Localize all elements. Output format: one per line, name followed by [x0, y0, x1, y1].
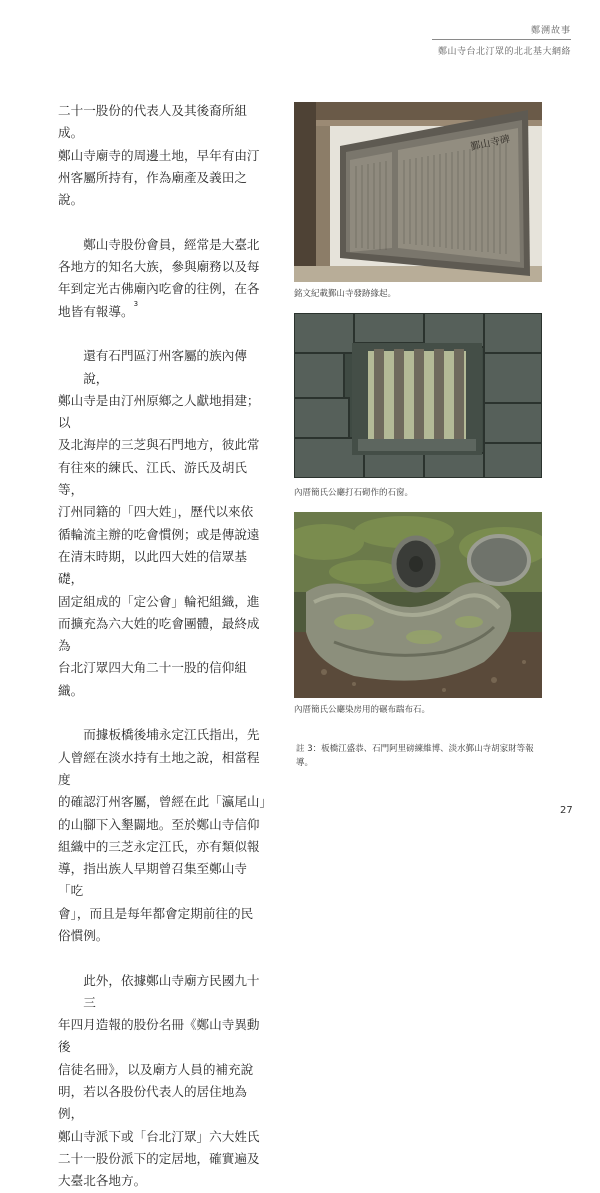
- body-line: 人曾經在淡水持有土地之說，相當程度: [58, 749, 260, 787]
- body-line: 及北海岸的三芝與石門地方，彼此常: [58, 437, 260, 453]
- body-line: 大臺北各地方。: [58, 1173, 147, 1189]
- running-header-subtitle: 鄭山寺台北汀眾的北北基大網絡: [437, 47, 571, 57]
- body-line: 鄭山寺是由汀州原鄉之人獻地捐建；以: [58, 392, 260, 431]
- body-line: 信徒名冊》，以及廟方人員的補充說: [58, 1061, 254, 1077]
- body-text-column: [58, 100, 272, 1193]
- body-line-with-footnote: [58, 301, 272, 323]
- body-line: 有往來的練氏、江氏、游氏及胡氏等，: [58, 459, 247, 498]
- body-line: 年四月造報的股份名冊《鄭山寺異動後: [58, 1017, 260, 1055]
- footnote-label: 註 3：: [296, 744, 322, 754]
- paragraph-gap: [58, 323, 272, 345]
- photo-caption: 銘文紀載鄞山寺發跡緣起。: [294, 289, 397, 299]
- body-line: 州客屬所持有，作為廟產及義田之說。: [58, 169, 247, 208]
- photo-caption: 內厝簡氏公廳打石砌作的石窗。: [294, 488, 414, 498]
- body-line: 各地方的知名大族，參與廟務以及每: [58, 259, 260, 275]
- body-line: 年到定光古佛廟內吃會的往例，在各: [58, 281, 260, 297]
- body-line: 導，指出族人早期曾召集至鄭山寺「吃: [58, 861, 247, 899]
- body-line: 而據板橋後埔永定江氏指出，先: [83, 727, 260, 743]
- body-line: 會」，而且是每年都會定期前往的民: [58, 905, 254, 921]
- body-line-text: 地皆有報導。: [58, 303, 134, 319]
- body-line: 而擴充為六大姓的吃會團體，最終成為: [58, 615, 260, 654]
- body-line: 汀州同籍的「四大姓」，歷代以來依: [58, 504, 254, 520]
- footnote: [296, 742, 546, 770]
- page-number: 27: [560, 805, 573, 816]
- body-line: 循輪流主辦的吃會慣例；或是傳說遠: [58, 526, 260, 542]
- body-line: 的確認汀州客屬，曾經在此「瀛尾山」: [58, 794, 273, 810]
- body-line: 鄭山寺廟寺的周邊土地，早年有由汀: [58, 147, 260, 163]
- body-line: 還有石門區汀州客屬的族內傳說，: [83, 348, 247, 386]
- footnote-text: 板橋江盛恭、石門阿里磅練維博、淡水鄞山寺胡家財等報導。: [296, 744, 534, 768]
- paragraph-gap: [58, 947, 272, 969]
- body-line: 組織中的三芝永定江氏，亦有類似報: [58, 838, 260, 854]
- photo-caption: 內厝簡氏公廳染房用的碾布踹布石。: [294, 705, 431, 715]
- footnote-marker: 3: [133, 299, 139, 308]
- body-line: 固定組成的「定公會」輪祀組織，進: [58, 593, 260, 609]
- paragraph-gap: [58, 702, 272, 724]
- body-line: 此外，依據鄭山寺廟方民國九十三: [83, 972, 260, 1010]
- body-line: 二十一股份派下的定居地，確實遍及: [58, 1150, 260, 1166]
- header-divider: [432, 39, 571, 40]
- stone-window-photo: [294, 313, 542, 478]
- paragraph-gap: [58, 211, 272, 233]
- body-line: 鄭山寺股份會員，經常是大臺北: [83, 236, 260, 252]
- body-line: 二十一股份的代表人及其後裔所組成。: [58, 103, 247, 141]
- body-line: 鄭山寺派下或「台北汀眾」六大姓氏: [58, 1128, 260, 1144]
- body-line: 台北汀眾四大角二十一股的信仰組織。: [58, 660, 247, 698]
- body-line: 在清末時期，以此四大姓的信眾基礎，: [58, 548, 247, 587]
- running-header-section: 鄭溯故事: [530, 26, 571, 36]
- stele-photo: [294, 102, 542, 282]
- pressing-stone-photo: [294, 512, 542, 698]
- body-line: 明，若以各股份代表人的居住地為例，: [58, 1084, 247, 1122]
- body-line: 俗慣例。: [58, 927, 109, 943]
- stele-inscription: 鄞山寺碑: [469, 133, 512, 154]
- body-line: 的山腳下入墾闢地。至於鄭山寺信仰: [58, 816, 260, 832]
